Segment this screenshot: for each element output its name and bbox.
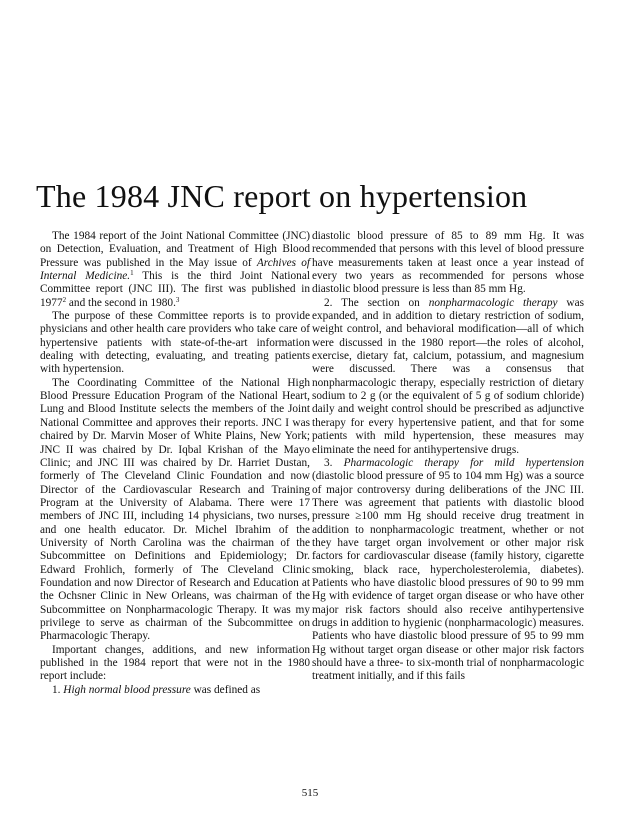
reference-marker: 3 [175,295,180,304]
paragraph-changes: Important changes, additions, and new information published in the 1984 report that were not in the 1980 report include: [40,643,310,683]
paragraph-continuation: diastolic blood pressure of 85 to 89 mm Hg. It was recommended that persons with this level of blood pressure have measurements taken at least once a year instead of every two years as recommended for persons whose diastolic blood pressure is less than 85 mm Hg. [312,230,584,296]
paragraph-text: (diastolic blood pressure of 95 to 104 mm Hg) was a source of major controversy during deliberations of the JNC III. There was agreement that patients with diastolic blood pressure ≥100 mm Hg should receive drug treatment in addition to nonpharmacologic treatment, whether or not they have target organ involvement or other major risk factors for cardiovascular disease (family history, cigarette smoking, black race, hypercholesterolemia, diabetes). Patients who have diastolic blood pressures of 90 to 99 mm Hg with evidence of target organ disease or who have other major risk factors should also receive antihypertensive drugs in addition to hygienic (nonpharmacologic) measures. Patients who have diastolic blood pressure of 95 to 99 mm Hg without target organ disease or other major risk factors should have a three- to six-month trial of nonpharmacologic treatment initially, and if this fails [312,470,584,683]
list-number: 3. [324,456,344,469]
paragraph-committee: The Coordinating Committee of the National High Blood Pressure Education Program of the National Heart, Lung and Blood Institute selects the members of the Joint National Committee and approves their reports. JNC I was chaired by Dr. Marvin Moser of White Plains, New York; JNC II was chaired by Dr. Iqbal Krishan of the Mayo Clinic; and JNC III was chaired by Dr. Harriet Dustan, formerly of The Cleveland Clinic Foundation and now Director of the Cardiovascular Research and Training Program at the University of Alabama. There were 17 members of JNC III, including 14 physicians, two nurses, and one health educator. Dr. Michel Ibrahim of the University of North Carolina was the chairman of the Subcommittee on Definitions and Epidemiology; Dr. Edward Frohlich, formerly of The Cleveland Clinic Foundation and now Director of Research and Education at the Ochsner Clinic in New Orleans, was chairman of the Subcommittee on Nonpharmacologic Therapy. It was my privilege to serve as chairman of the Subcommittee on Pharmacologic Therapy. [40,376,310,643]
paragraph-text: and the second in 1980. [66,296,176,309]
paragraph-text: This is the third Joint National Committee report (JNC III). The first was published in 1977 [40,270,310,309]
reference-marker: 1 [130,269,134,278]
emphasis-text: Pharmacologic therapy for mild hypertension [343,456,584,469]
emphasis-text: High normal blood pressure [63,683,191,696]
emphasis-text: nonpharmacologic therapy [428,296,558,309]
page-number: 515 [301,787,319,799]
list-item-high-normal [40,684,310,697]
list-item-pharmacologic [312,457,584,684]
paragraph-purpose: The purpose of these Committee reports is to provide physicians and other health care providers who take care of hypertensive patients with state-of-the-art information dealing with detecting, evaluating, and treating patients with hypertension. [40,310,310,376]
list-item-nonpharmacologic [312,297,584,457]
paragraph-intro [40,230,310,310]
list-number: 2. The section on [324,296,429,309]
left-column [40,230,310,697]
journal-name: Archives of Internal Medicine. [40,256,311,283]
article-title: The 1984 JNC report on hypertension [36,178,528,214]
reference-marker: 2 [62,295,67,304]
paragraph-text: was defined as [190,683,261,696]
list-number: 1. [52,683,64,696]
paragraph-text: The 1984 report of the Joint National Committee (JNC) on Detection, Evaluation, and Treatment of High Blood Pressure was published in the May issue of [40,230,310,269]
right-column [312,230,584,684]
paragraph-text: was expanded, and in addition to dietary restriction of sodium, weight control, and behavioral modification—all of which were discussed in the 1980 report—the roles of alcohol, exercise, dietary fat, calcium, potassium, and magnesium were discussed. There was a consensus that nonpharmacologic therapy, especially restriction of dietary sodium to 2 g (or the equivalent of 5 g of sodium chloride) daily and weight control should be prescribed as adjunctive therapy for every hypertensive patient, and that for some patients with mild hypertension, these measures may eliminate the need for antihypertensive drugs. [312,296,584,456]
